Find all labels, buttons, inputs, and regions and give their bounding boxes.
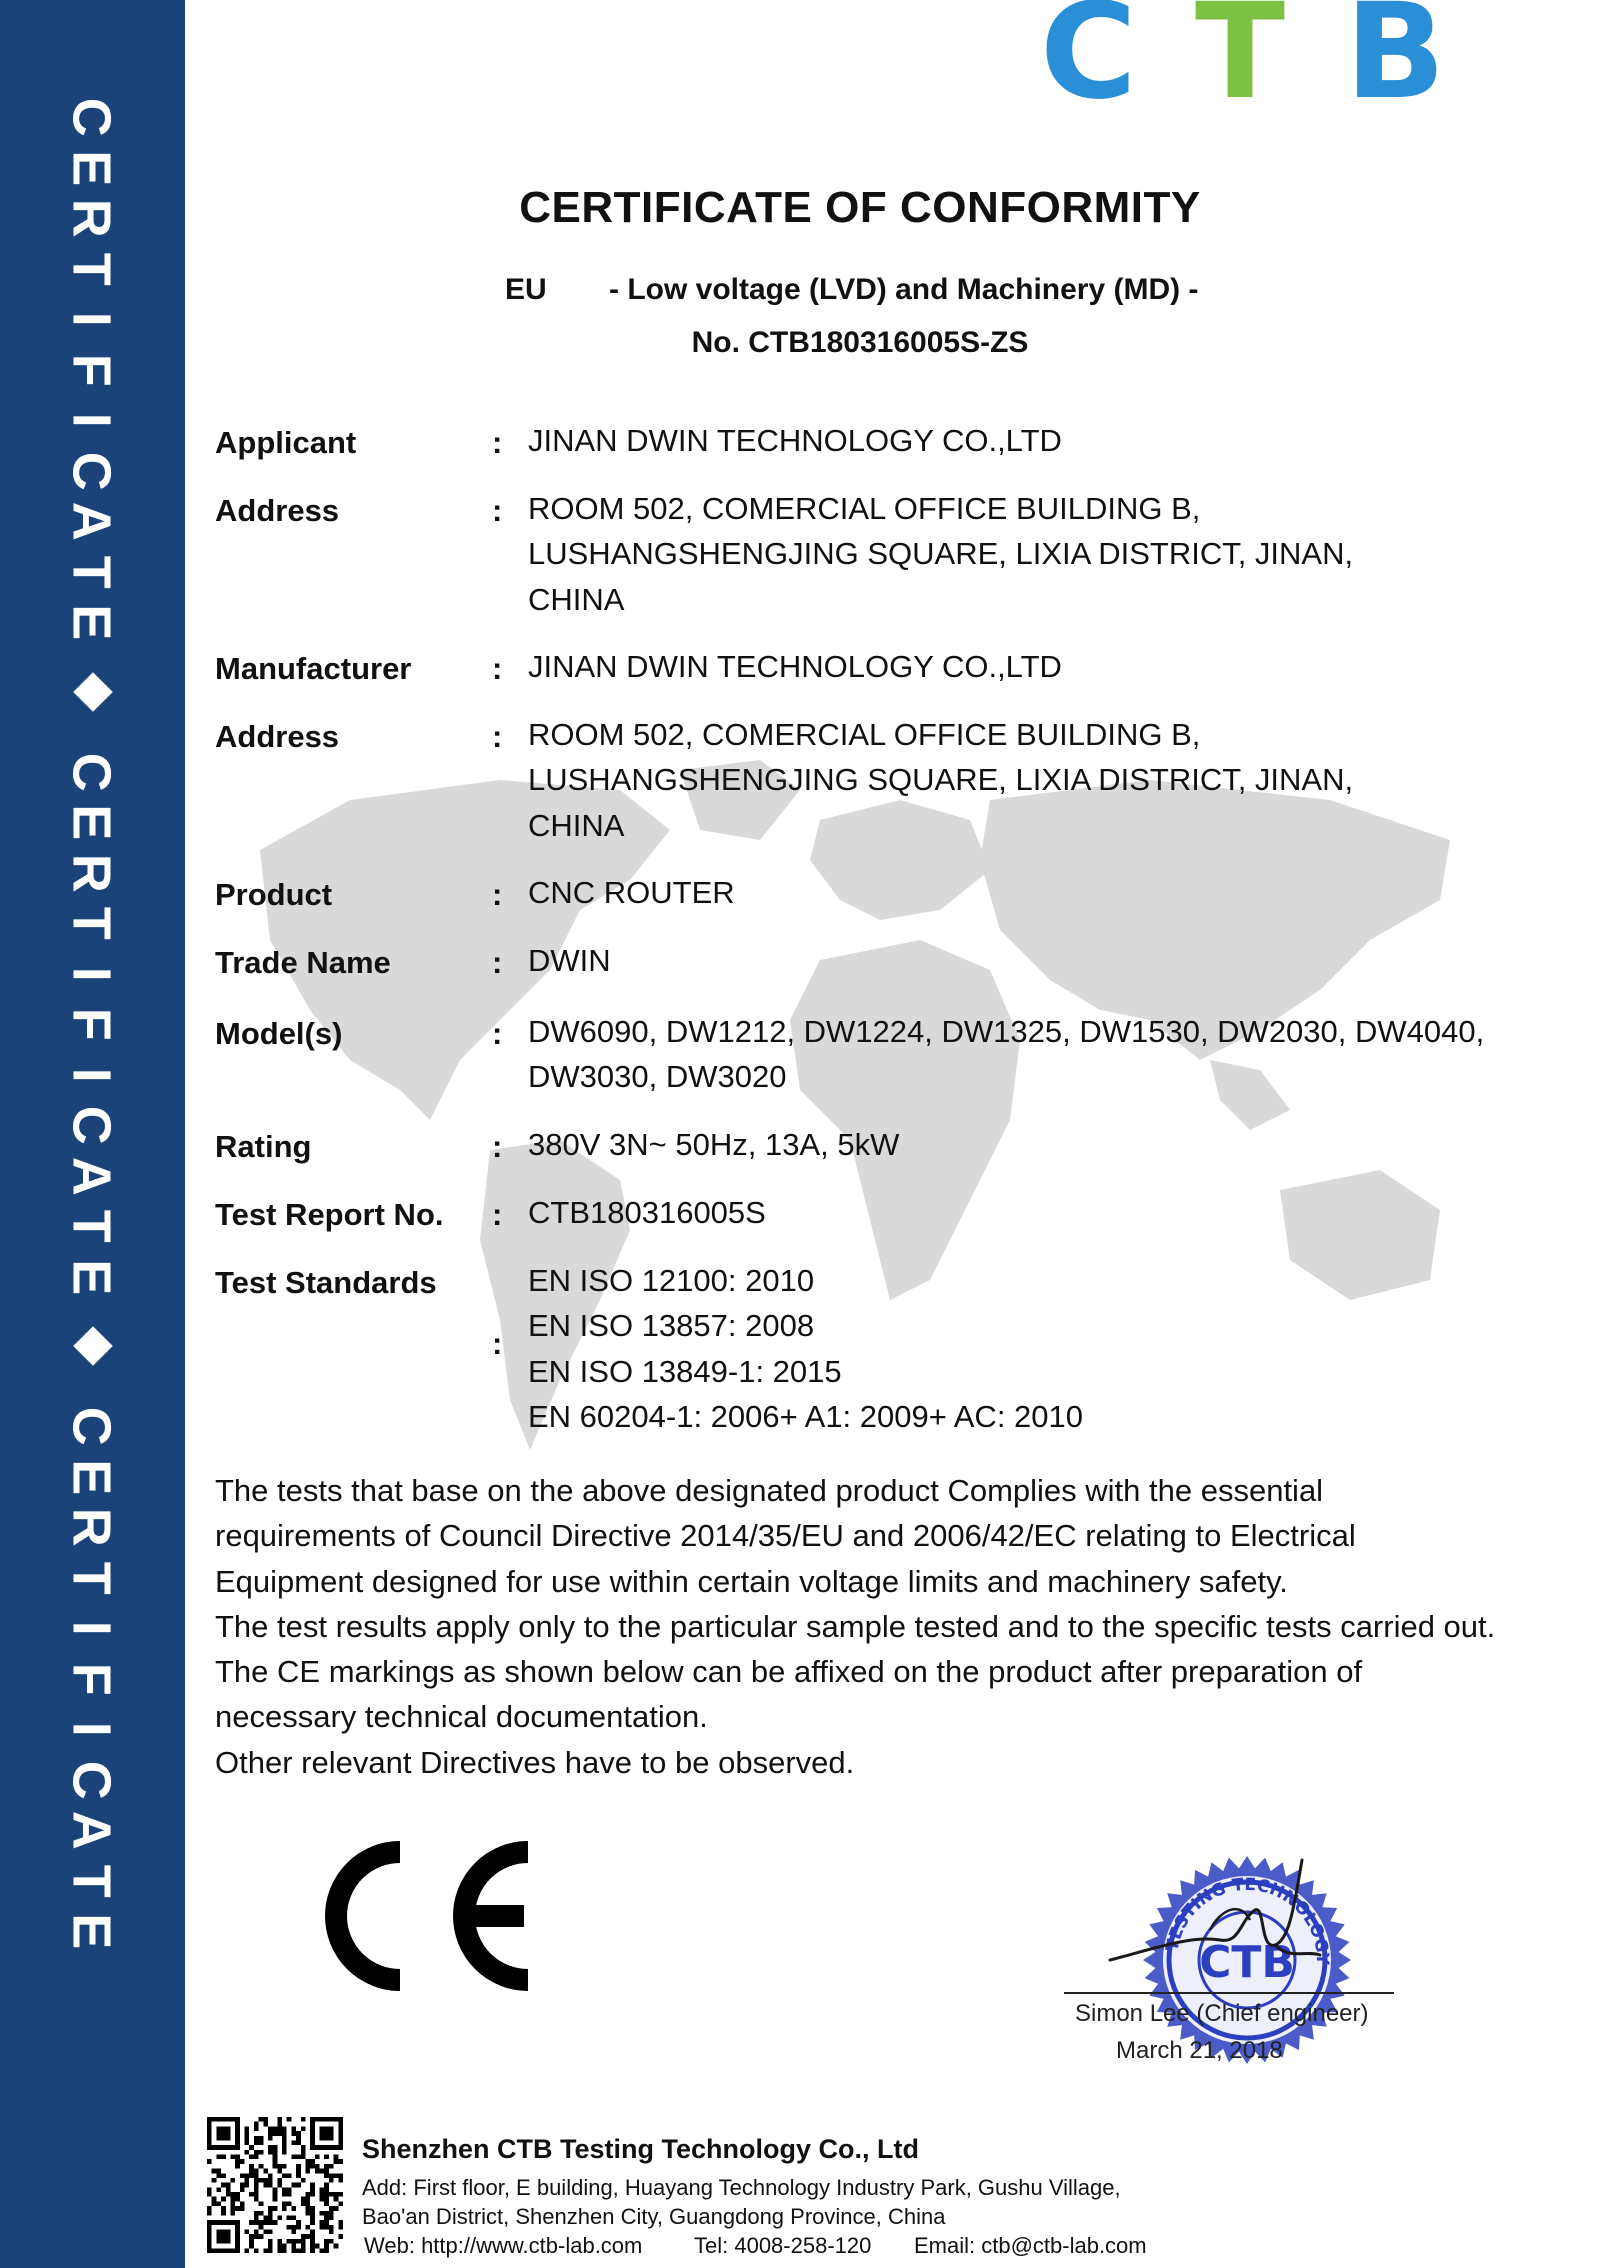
- statement-line: Other relevant Directives have to be observed.: [215, 1744, 855, 1780]
- standard-item: EN ISO 12100: 2010: [528, 1263, 815, 1298]
- certificate-number: No. CTB180316005S-ZS: [691, 326, 1029, 359]
- statement-line: The tests that base on the above designated product Complies with the essential: [215, 1473, 1324, 1508]
- sidebar-letter: I: [60, 966, 121, 982]
- company-address-line: Bao'an District, Shenzhen City, Guangdong Province, China: [362, 2204, 946, 2229]
- signature-date: March 21, 2018: [1116, 2037, 1283, 2064]
- sidebar-letter: C: [60, 752, 121, 792]
- logo-letter-c: C: [1040, 0, 1137, 129]
- applicant-label: Applicant: [215, 425, 357, 460]
- report-number-label: Test Report No.: [215, 1197, 444, 1232]
- value-line: ROOM 502, COMERCIAL OFFICE BUILDING B,: [528, 491, 1201, 526]
- applicant-value: [528, 418, 1062, 463]
- value-line: DW3030, DW3020: [528, 1059, 787, 1095]
- sidebar-letter: T: [60, 1209, 121, 1243]
- rating-value: [528, 1122, 899, 1167]
- sidebar-letter: E: [60, 1458, 121, 1495]
- statement-line: The test results apply only to the particular sample tested and to the specific tests carried out.: [215, 1608, 1496, 1644]
- applicant-address-value: [528, 486, 1353, 622]
- sidebar-letter: E: [60, 149, 121, 186]
- value-line: LUSHANGSHENGJING SQUARE, LIXIA DISTRICT, JINAN,: [528, 762, 1354, 798]
- logo-letter-b: B: [1345, 0, 1446, 129]
- sidebar-letter: C: [60, 97, 121, 137]
- sidebar-letter: T: [60, 1864, 121, 1898]
- value-line: JINAN DWIN TECHNOLOGY CO.,LTD: [528, 649, 1062, 684]
- sidebar-letter: E: [60, 1913, 121, 1950]
- value-line: JINAN DWIN TECHNOLOGY CO.,LTD: [528, 423, 1062, 458]
- ce-mark-icon: [322, 1838, 542, 1994]
- value-line: CHINA: [528, 807, 625, 843]
- region-label: EU: [505, 273, 547, 306]
- field-colon: :: [492, 1326, 503, 1361]
- sidebar-letter: R: [60, 1507, 121, 1547]
- sidebar-letter: C: [60, 451, 121, 491]
- standard-item: EN ISO 13857: 2008: [528, 1308, 815, 1344]
- company-phone: Tel: 4008-258-120: [694, 2233, 872, 2258]
- company-name: Shenzhen CTB Testing Technology Co., Ltd: [362, 2134, 919, 2164]
- sidebar-letter: T: [60, 906, 121, 940]
- sidebar-letter: E: [60, 804, 121, 841]
- sidebar-letter: F: [60, 353, 121, 387]
- sidebar-text: [0, 0, 185, 2268]
- sidebar-word: [60, 1401, 123, 1957]
- sidebar-word: [60, 92, 123, 648]
- value-line: CTB180316005S: [528, 1195, 766, 1230]
- standard-item: EN 60204-1: 2006+ A1: 2009+ AC: 2010: [528, 1398, 1084, 1434]
- value-line: CHINA: [528, 581, 625, 617]
- sidebar-letter: I: [60, 311, 121, 327]
- trade-name-label: Trade Name: [215, 945, 391, 980]
- value-line: DW6090, DW1212, DW1224, DW1325, DW1530, DW2030, DW4040,: [528, 1014, 1485, 1049]
- sidebar-letter: C: [60, 1105, 121, 1145]
- value-line: LUSHANGSHENGJING SQUARE, LIXIA DISTRICT, JINAN,: [528, 536, 1354, 572]
- sidebar-letter: F: [60, 1662, 121, 1696]
- manufacturer-address-value: [528, 712, 1353, 848]
- value-line: CNC ROUTER: [528, 875, 735, 910]
- ctb-logo: [1040, 0, 1480, 129]
- manufacturer-value: [528, 644, 1062, 689]
- logo-letter-t: T: [1195, 0, 1286, 129]
- company-website: Web: http://www.ctb-lab.com: [364, 2233, 643, 2258]
- sidebar-letter: C: [60, 1406, 121, 1446]
- statement-line: Equipment designed for use within certain voltage limits and machinery safety.: [215, 1563, 1288, 1599]
- value-line: 380V 3N~ 50Hz, 13A, 5kW: [528, 1127, 900, 1162]
- stamp-ring-text: TESTING TECHNOLOGY: [1162, 1874, 1333, 1966]
- stamp-center-text: CTB: [1199, 1937, 1295, 1988]
- statement-line: necessary technical documentation.: [215, 1699, 708, 1735]
- sidebar-letter: E: [60, 1258, 121, 1295]
- field-colon: :: [492, 945, 503, 980]
- qr-code: [207, 2117, 343, 2253]
- rating-label: Rating: [215, 1129, 312, 1164]
- field-colon: :: [492, 1016, 503, 1051]
- sidebar-letter: I: [60, 1620, 121, 1636]
- sidebar-letter: I: [60, 1067, 121, 1083]
- test-standards-label: Test Standards: [215, 1265, 437, 1300]
- sidebar-letter: T: [60, 1561, 121, 1595]
- certificate-title: CERTIFICATE OF CONFORMITY: [519, 183, 1201, 232]
- directives-label: - Low voltage (LVD) and Machinery (MD) -: [609, 273, 1199, 306]
- value-line: DWIN: [528, 943, 611, 978]
- manufacturer-address-label: Address: [215, 719, 340, 754]
- test-standards-value: [528, 1258, 1083, 1439]
- sidebar-letter: A: [60, 501, 121, 541]
- conformity-statement: [215, 1468, 1495, 1785]
- sidebar-word: [60, 747, 123, 1303]
- trade-name-value: [528, 938, 611, 983]
- sidebar-letter: I: [60, 412, 121, 428]
- product-value: [528, 870, 735, 915]
- company-email: Email: ctb@ctb-lab.com: [914, 2233, 1147, 2258]
- field-colon: :: [492, 719, 503, 754]
- manufacturer-label: Manufacturer: [215, 651, 412, 686]
- field-colon: :: [492, 493, 503, 528]
- value-line: ROOM 502, COMERCIAL OFFICE BUILDING B,: [528, 717, 1201, 752]
- sidebar-letter: C: [60, 1760, 121, 1800]
- product-label: Product: [215, 877, 333, 912]
- models-label: Model(s): [215, 1016, 343, 1051]
- company-address-line: Add: First floor, E building, Huayang Technology Industry Park, Gushu Village,: [362, 2175, 1121, 2200]
- field-colon: :: [492, 425, 503, 460]
- map-africa: [790, 940, 1020, 1300]
- field-colon: :: [492, 651, 503, 686]
- map-australia: [1280, 1170, 1440, 1300]
- diamond-icon: [73, 1326, 113, 1366]
- sidebar-letter: A: [60, 1156, 121, 1196]
- models-value: [528, 1009, 1484, 1100]
- signer-name: Simon Lee (Chief engineer): [1075, 2000, 1369, 2027]
- statement-line: The CE markings as shown below can be affixed on the product after preparation of: [215, 1654, 1363, 1690]
- field-colon: :: [492, 1197, 503, 1232]
- statement-line: requirements of Council Directive 2014/35/EU and 2006/42/EC relating to Electrical: [215, 1518, 1356, 1554]
- handwritten-signature: [1090, 1840, 1350, 1990]
- diamond-icon: [73, 672, 113, 712]
- sidebar-letter: I: [60, 1721, 121, 1737]
- signature-line: [1064, 1992, 1394, 1994]
- sidebar-letter: T: [60, 252, 121, 286]
- sidebar-letter: R: [60, 198, 121, 238]
- sidebar-letter: A: [60, 1810, 121, 1850]
- sidebar-letter: R: [60, 853, 121, 893]
- applicant-address-label: Address: [215, 493, 340, 528]
- field-colon: :: [492, 1129, 503, 1164]
- report-number-value: [528, 1190, 766, 1235]
- sidebar-letter: F: [60, 1007, 121, 1041]
- sidebar-letter: E: [60, 604, 121, 641]
- standard-item: EN ISO 13849-1: 2015: [528, 1353, 842, 1389]
- sidebar-letter: T: [60, 555, 121, 589]
- field-colon: :: [492, 877, 503, 912]
